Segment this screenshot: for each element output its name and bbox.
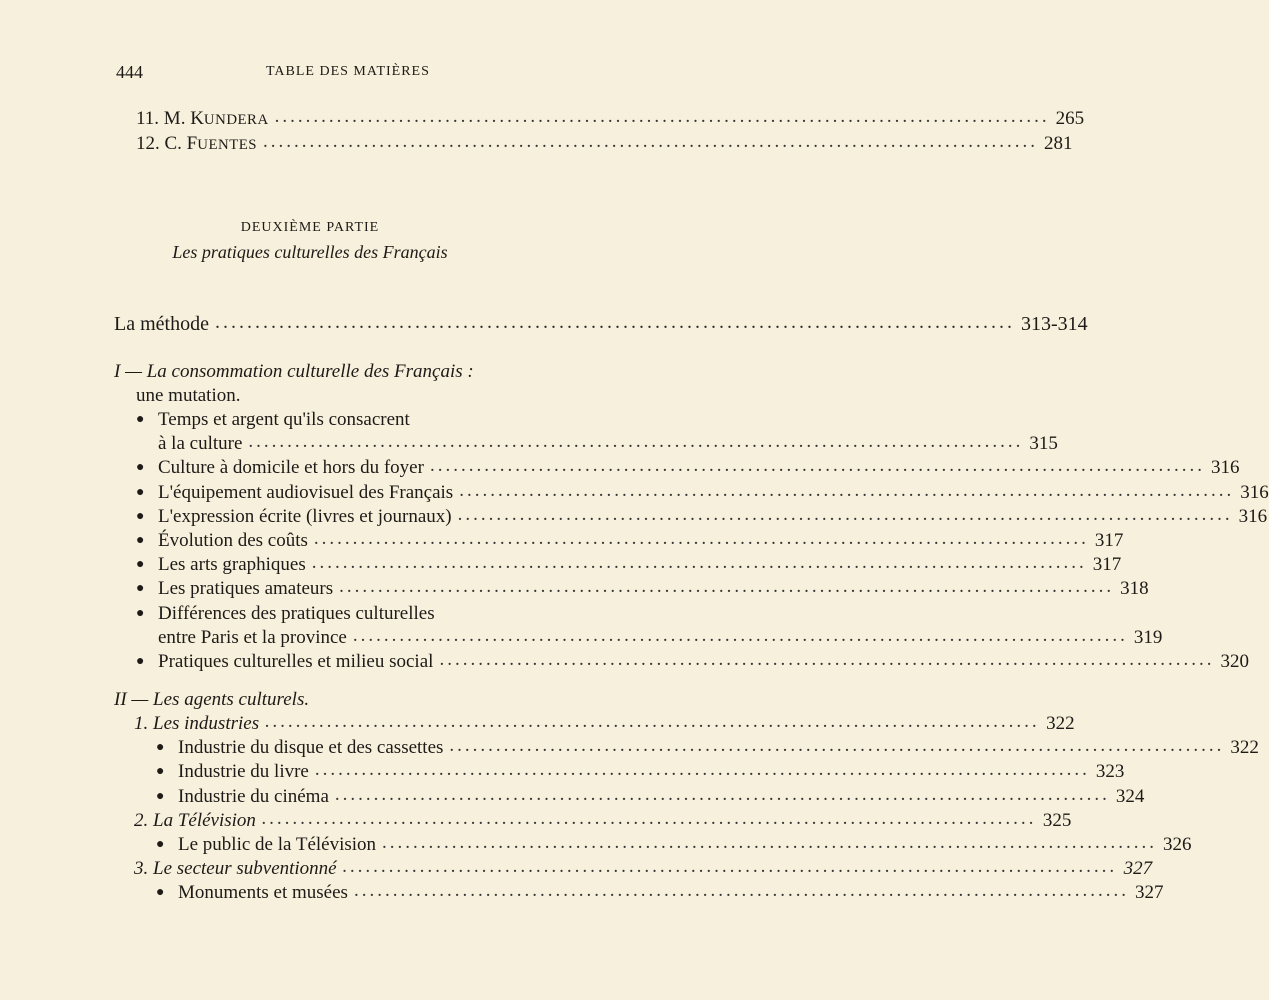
- part-title: DEUXIÈME PARTIE: [240, 220, 380, 235]
- item-label: L'équipement audiovisuel des Français: [158, 482, 454, 503]
- item-label: Industrie du cinéma: [178, 786, 329, 807]
- toc-subsection: [134, 711, 1075, 735]
- entry-number: 11.: [136, 108, 160, 129]
- part-subtitle: Les pratiques culturelles des Français: [172, 242, 448, 262]
- toc-item: [136, 455, 1240, 479]
- dot-leader: ....................................................................................................: [429, 455, 1205, 476]
- entry-page: 313-314: [1020, 313, 1088, 335]
- entry-number: 12.: [136, 133, 160, 154]
- bullet-icon: ●: [136, 654, 145, 669]
- item-page: 316: [1240, 482, 1269, 503]
- bullet-icon: ●: [156, 764, 165, 779]
- toc-item: [156, 759, 1125, 783]
- toc-item: [136, 576, 1149, 600]
- bullet-icon: ●: [136, 581, 145, 596]
- bullet-icon: ●: [136, 485, 145, 500]
- item-label: Temps et argent qu'ils consacrent: [158, 409, 410, 430]
- dot-leader: ....................................................................................................: [449, 735, 1225, 756]
- subsection-label: Les industries: [153, 713, 260, 734]
- entry-author-rest: UNDERA: [203, 112, 269, 128]
- item-label: Industrie du disque et des cassettes: [178, 737, 444, 758]
- item-page: 319: [1133, 627, 1163, 648]
- toc-item: [136, 504, 1268, 528]
- item-label: L'expression écrite (livres et journaux): [158, 506, 452, 527]
- dot-leader: ....................................................................................................: [274, 106, 1050, 127]
- bullet-icon: ●: [156, 837, 165, 852]
- entry-author-rest: UENTES: [197, 137, 258, 153]
- bullet-icon: ●: [156, 740, 165, 755]
- bullet-icon: ●: [156, 885, 165, 900]
- item-label: Culture à domicile et hors du foyer: [158, 457, 424, 478]
- item-page: 322: [1230, 737, 1259, 758]
- item-label: Les arts graphiques: [158, 554, 306, 575]
- dot-leader: ....................................................................................................: [313, 528, 1089, 549]
- bullet-icon: ●: [136, 460, 145, 475]
- entry-page: 281: [1044, 133, 1073, 154]
- toc-item: [136, 649, 1249, 673]
- item-label: Monuments et musées: [178, 882, 348, 903]
- entry-page: 265: [1055, 108, 1085, 129]
- subsection-number: 1.: [134, 713, 149, 734]
- item-page: 318: [1120, 578, 1149, 599]
- subsection-label: La Télévision: [153, 810, 256, 831]
- toc-entry-methode: [114, 311, 1088, 336]
- item-page: 317: [1092, 554, 1122, 575]
- bullet-icon: ●: [136, 509, 145, 524]
- item-label: Évolution des coûts: [158, 530, 308, 551]
- dot-leader: ....................................................................................................: [248, 431, 1024, 452]
- toc-item: [136, 552, 1122, 576]
- subsection-number: 2.: [134, 810, 149, 831]
- item-label: Industrie du livre: [178, 761, 309, 782]
- dot-leader: ....................................................................................................: [263, 131, 1039, 152]
- item-page: 327: [1134, 882, 1164, 903]
- dot-leader: ....................................................................................................: [342, 856, 1118, 877]
- item-page: 326: [1163, 834, 1192, 855]
- toc-entry-fuentes: [136, 131, 1073, 155]
- item-page: 316: [1210, 457, 1240, 478]
- dot-leader: ....................................................................................................: [339, 576, 1115, 597]
- toc-item: [156, 784, 1145, 808]
- toc-item: [156, 880, 1164, 904]
- dot-leader: ....................................................................................................: [457, 504, 1233, 525]
- toc-subsection: [134, 856, 1153, 880]
- subsection-page: 325: [1042, 810, 1072, 831]
- bullet-icon: ●: [136, 533, 145, 548]
- dot-leader: ....................................................................................................: [382, 832, 1158, 853]
- item-label: Le public de la Télévision: [178, 834, 377, 855]
- toc-item: [136, 528, 1124, 552]
- dot-leader: ....................................................................................................: [334, 784, 1110, 805]
- item-label: Les pratiques amateurs: [158, 578, 334, 599]
- toc-item: [136, 409, 410, 431]
- toc-item: [158, 431, 1058, 455]
- page-header: [116, 62, 580, 86]
- item-label: Pratiques culturelles et milieu social: [158, 651, 434, 672]
- item-page: 320: [1220, 651, 1249, 672]
- toc-item: [158, 625, 1163, 649]
- dot-leader: ....................................................................................................: [214, 311, 1015, 333]
- item-label: à la culture: [158, 433, 243, 454]
- item-label: entre Paris et la province: [158, 627, 347, 648]
- subsection-page: 327: [1123, 858, 1153, 879]
- dot-leader: ....................................................................................................: [314, 759, 1090, 780]
- dot-leader: ....................................................................................................: [311, 552, 1087, 573]
- item-page: 316: [1238, 506, 1268, 527]
- item-label: Différences des pratiques culturelles: [158, 603, 435, 624]
- dot-leader: ....................................................................................................: [439, 649, 1215, 670]
- bullet-icon: ●: [136, 606, 145, 621]
- page-number: 444: [116, 62, 143, 82]
- running-title: TABLE DES MATIÈRES: [266, 64, 430, 79]
- bullet-icon: ●: [156, 789, 165, 804]
- dot-leader: ....................................................................................................: [261, 808, 1037, 829]
- subsection-label: Le secteur subventionné: [153, 858, 337, 879]
- section-heading: I — La consommation culturelle des Français :: [114, 361, 474, 382]
- dot-leader: ....................................................................................................: [353, 880, 1129, 901]
- toc-entry-kundera: [136, 106, 1085, 130]
- item-page: 315: [1029, 433, 1058, 454]
- section-heading: II — Les agents culturels.: [114, 689, 310, 710]
- dot-leader: ....................................................................................................: [352, 625, 1128, 646]
- bullet-icon: ●: [136, 557, 145, 572]
- entry-author-initial: M. K: [163, 108, 204, 129]
- toc-item: [136, 480, 1269, 504]
- item-page: 323: [1095, 761, 1125, 782]
- toc-subsection: [134, 808, 1072, 832]
- dot-leader: ....................................................................................................: [265, 711, 1041, 732]
- entry-author-initial: C. F: [164, 133, 198, 154]
- subsection-number: 3.: [134, 858, 149, 879]
- section-heading-continued: une mutation.: [136, 385, 241, 406]
- item-page: 317: [1094, 530, 1124, 551]
- entry-label: La méthode: [114, 313, 209, 335]
- dot-leader: ....................................................................................................: [459, 480, 1235, 501]
- toc-item: [156, 832, 1192, 856]
- subsection-page: 322: [1046, 713, 1075, 734]
- toc-item: [156, 735, 1259, 759]
- toc-item: [136, 603, 435, 625]
- item-page: 324: [1115, 786, 1145, 807]
- bullet-icon: ●: [136, 412, 145, 427]
